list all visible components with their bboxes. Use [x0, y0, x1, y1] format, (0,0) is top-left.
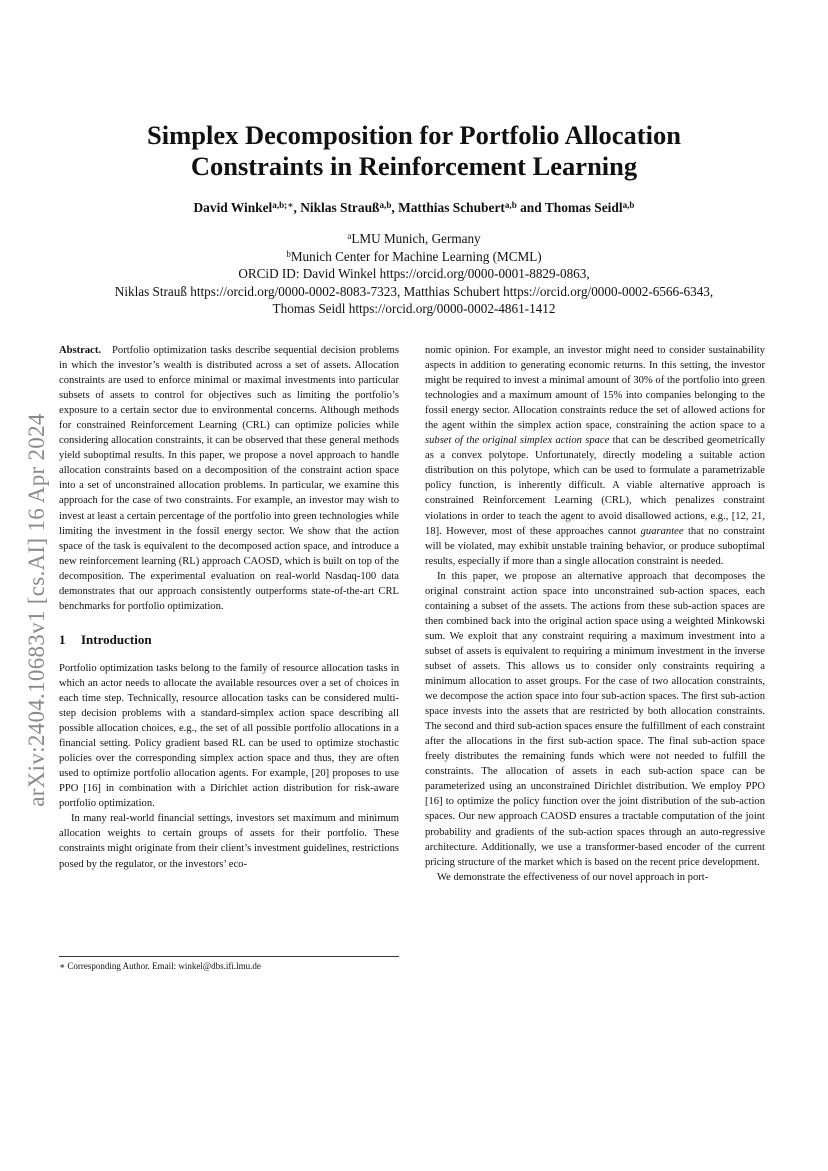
affiliation-a: $^a$LMU Munich, Germany [347, 230, 481, 246]
author-affiliation-marker: a,b [504, 199, 517, 210]
paper-header [40, 120, 788, 318]
emphasis-text: guarantee [640, 525, 684, 537]
footnote-text: Corresponding Author. Email: winkel@dbs.ifi.lmu.de [65, 961, 261, 971]
section-heading-introduction [59, 632, 399, 647]
paper-title [40, 120, 788, 182]
author-name: Niklas Strauß [300, 200, 380, 215]
abstract-label: Abstract. [59, 345, 102, 356]
author-separator: , [391, 200, 399, 215]
abstract-text: Portfolio optimization tasks describe sequential decision problems in which the investor’s wealth is distributed across a set of assets. Allocation constraints are used to enforce minimal or maximal investments into particular subsets of assets to control for objectives such as limiting the portfolio’s exposure to a certain sector due to environmental concerns. Although methods for constrained Reinforcement Learning (CRL) can optimize policies while considering allocation constraints, it can be observed that these general methods yield suboptimal results. In this paper, we propose a novel approach to handle allocation constraints based on a decomposition of the constraint action space into a set of unconstrained allocation problems. In particular, we examine this approach for the case of two constraints. For example, an investor may wish to invest at least a certain percentage of the portfolio into green technologies while limiting the investment in the fossil energy sector. We show that the action space of the task is equivalent to the decomposed action space, and introduce a new reinforcement learning (RL) approach CAOSD, which is built on top of the decomposition. The experimental evaluation on real-world Nasdaq-100 data demonstrates that our approach consistently outperforms state-of-the-art CRL benchmarks for portfolio optimization. [59, 345, 399, 612]
emphasis-text: subset of the original simplex action space [425, 435, 610, 447]
arxiv-sidebar-stamp [22, 370, 52, 850]
title-line-2: Constraints in Reinforcement Learning [190, 151, 638, 181]
orcid-line: ORCiD ID: David Winkel https://orcid.org/0000-0001-8829-0863, [238, 266, 590, 281]
left-column [59, 343, 399, 872]
title-line-1: Simplex Decomposition for Portfolio Allocation [147, 120, 681, 150]
section-title: Introduction [81, 631, 152, 647]
author-affiliation-marker: a,b [379, 199, 392, 210]
intro-paragraph-4: We demonstrate the effectiveness of our novel approach in port- [437, 871, 709, 883]
intro-paragraph-3: In this paper, we propose an alternative approach that decomposes the original constraint action space into unconstrained sub-action spaces, each containing a subset of the assets. The actions from these sub-action spaces are then combined back into the original action space using a weighted Minkowski sum. We exploit that any constraint requiring a maximum investment into a subset of assets is equivalent to requiring a minimum investment in the inverse subset of assets. This allows us to consider only constraints requiring a minimum allocation to asset groups. For the case of two allocation constraints, we decompose the action space into four sub-action spaces. The first sub-action space invests into the assets that are restricted by both allocation constraints. The second and third sub-action spaces ensure the fulfillment of each constraint after the allocations in the first sub-action space. The final sub-action space freely distributes the remaining funds which were not needed to fulfill the constraints. The allocation of assets in each sub-action space can be parameterized using an unconstrained Dirichlet distribution. We employ PPO [16] to optimize the policy function over the joint distribution of the sub-action spaces. Our new approach CAOSD ensures a tractable computation of the joint probability and gradients of the sub-action spaces through an auto-regressive architecture. Additionally, we use a transformer-based encoder of the current pricing structure of the market which is based on the recent price development. [425, 570, 765, 868]
footnote-divider [59, 956, 399, 957]
author-list [40, 200, 788, 216]
section-number: 1 [59, 631, 66, 647]
author-affiliation-marker: a,b [622, 199, 635, 210]
arxiv-identifier: arXiv:2404.10683v1 [cs.AI] 16 Apr 2024 [24, 413, 49, 807]
intro-paragraph-2-start: In many real-world financial settings, investors set maximum and minimum allocation weights to certain groups of assets for their portfolio. These constraints might originate from their client’s investment guidelines, restrictions posed by the regulator, or the investors’ eco- [59, 813, 399, 870]
orcid-line: Thomas Seidl https://orcid.org/0000-0002-4861-1412 [272, 301, 556, 316]
author-name: David Winkel [193, 200, 273, 215]
affiliation-b: $^b$Munich Center for Machine Learning (MCML) [286, 248, 542, 264]
abstract [59, 343, 399, 614]
intro-paragraph-2-continued: nomic opinion. For example, an investor might need to consider sustainability aspects in addition to generating economic returns. In this setting, the investor might be required to invest a minimal amount of 30% of the portfolio into green technologies and a maximum amount of 15% into companies belonging to the fossil energy sector. Allocation constraints reduce the set of allowed actions for the agent within the simplex action space, constraining the action space to a subset of the original simplex action space that can be described geometrically as a convex polytope. Unfortunately, directly modeling a suitable action distribution on this polytope, which can be used to formulate a parametrizable policy function, is inherently difficult. A viable alternative approach is constrained Reinforcement Learning (CRL), which penalizes constraint violations in order to teach the agent to avoid disallowed actions, e.g., [12, 21, 18]. However, most of these approaches cannot guarantee that no constraint will be violated, may exhibit unstable training behavior, or produce suboptimal results, especially if more than a single allocation constraint is needed. [425, 345, 765, 567]
footnote-marker: ∗ [59, 961, 66, 971]
author-affiliation-marker: a,b;∗ [272, 199, 294, 210]
author-name: Matthias Schubert [398, 200, 505, 215]
right-column [425, 343, 765, 885]
footnote [59, 960, 399, 972]
affiliations [40, 230, 788, 318]
orcid-line: Niklas Strauß https://orcid.org/0000-0002-8083-7323, Matthias Schubert https://orcid.org/0000-0002-6566-6343, [114, 283, 714, 299]
author-separator: , [293, 200, 301, 215]
author-separator: and [516, 200, 545, 215]
intro-paragraph-1: Portfolio optimization tasks belong to the family of resource allocation tasks in which an actor needs to allocate the available resources over a set of choices in each time step. Technically, resource allocation tasks can be considered multi-step decision problems with a standard-simplex action space describing all possible allocation choices, e.g., the set of all possible portfolio allocations in a financial setting. Policy gradient based RL can be used to optimize stochastic policies over the corresponding simplex action space and thus, they are often used to optimize portfolio allocation agents. For example, [20] proposes to use PPO [16] in combination with a Dirichlet action distribution for risk-aware portfolio optimization. [59, 662, 399, 810]
author-name: Thomas Seidl [544, 200, 623, 215]
